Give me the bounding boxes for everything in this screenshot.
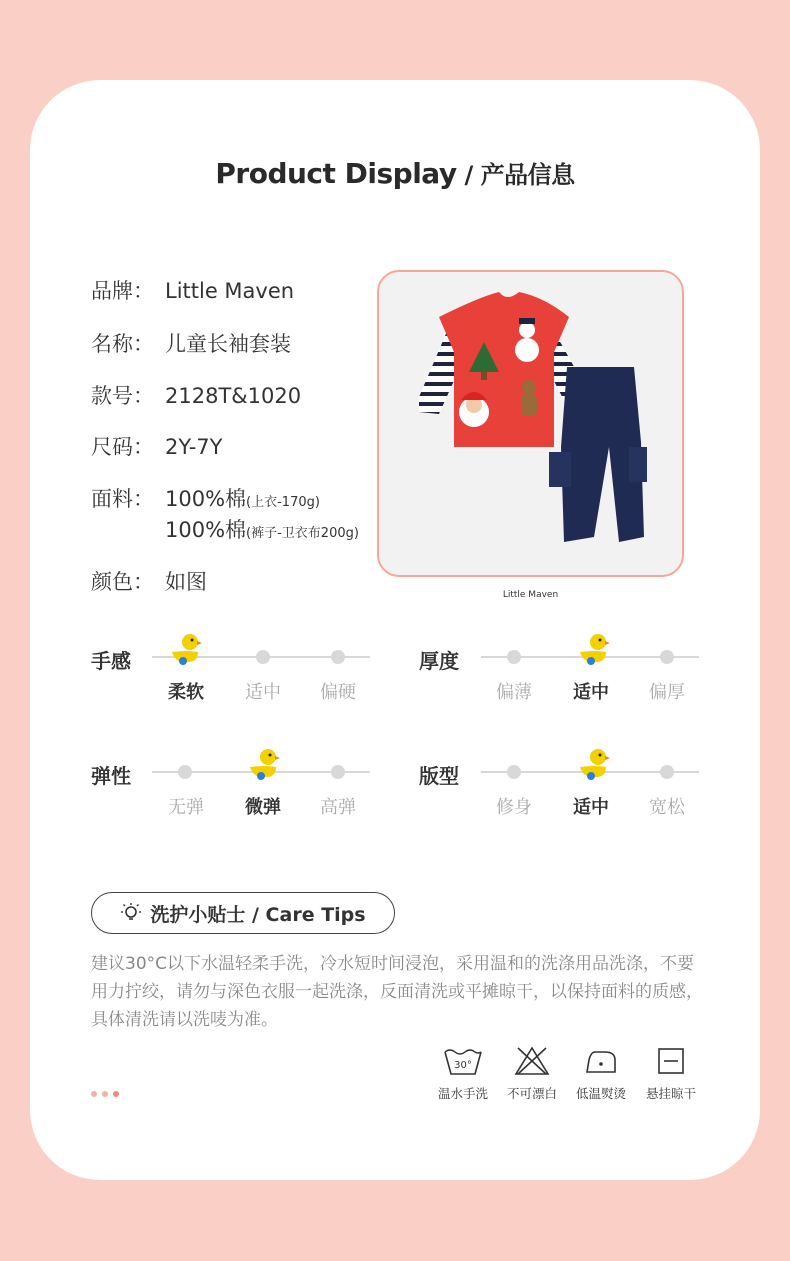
option-label: 修身 [496, 797, 532, 818]
duck-indicator-icon [246, 747, 280, 781]
hand-wash-icon: 30° 温水手洗 [428, 1046, 498, 1102]
size-row: 尺码： 2Y-7Y [91, 435, 223, 459]
option-label: 高弹 [320, 797, 356, 818]
option-label: 宽松 [649, 797, 685, 818]
low-iron-icon: 低温熨烫 [566, 1046, 636, 1102]
option-label: 偏硬 [320, 682, 356, 703]
care-instructions: 建议30°C以下水温轻柔手洗，冷水短时间浸泡，采用温和的洗涤用品洗涤，不要用力拧绞，请勿与深色衣服一起洗涤，反面清洗或平摊晾干，以保持面料的质感，具体清洗请以洗唛为准。 [91, 954, 703, 1030]
hang-dry-icon: 悬挂晾干 [636, 1046, 706, 1102]
attribute-label: 厚度 [419, 649, 459, 673]
color-row: 颜色： 如图 [91, 570, 207, 594]
product-photo [377, 270, 684, 577]
photo-caption: Little Maven [502, 590, 559, 600]
page-indicator [91, 1091, 119, 1097]
fabric-row-2: 100%棉(裤子-卫衣布200g) [165, 518, 359, 542]
option-label: 偏薄 [496, 682, 532, 703]
attribute-label: 手感 [91, 649, 131, 673]
option-label: 无弹 [168, 797, 204, 818]
model-row: 款号： 2128T&1020 [91, 384, 302, 408]
option-label: 适中 [573, 797, 609, 818]
option-label: 微弹 [245, 797, 281, 818]
svg-text:30°: 30° [454, 1060, 472, 1071]
fabric-row: 面料： 100%棉(上衣-170g) [91, 487, 320, 511]
page-title: Product Display / 产品信息 [215, 157, 575, 190]
option-label: 柔软 [168, 682, 204, 703]
option-label: 适中 [245, 682, 281, 703]
duck-indicator-icon [576, 632, 610, 666]
duck-indicator-icon [168, 632, 202, 666]
brand-row: 品牌： Little Maven [91, 279, 295, 303]
duck-indicator-icon [576, 747, 610, 781]
attribute-label: 版型 [419, 764, 459, 788]
lightbulb-icon [120, 902, 142, 924]
attribute-label: 弹性 [91, 764, 131, 788]
care-tips-heading: 洗护小贴士 / Care Tips [91, 892, 395, 934]
no-bleach-icon: 不可漂白 [497, 1046, 567, 1102]
option-label: 偏厚 [649, 682, 685, 703]
option-label: 适中 [573, 682, 609, 703]
name-row: 名称： 儿童长袖套装 [91, 332, 291, 356]
